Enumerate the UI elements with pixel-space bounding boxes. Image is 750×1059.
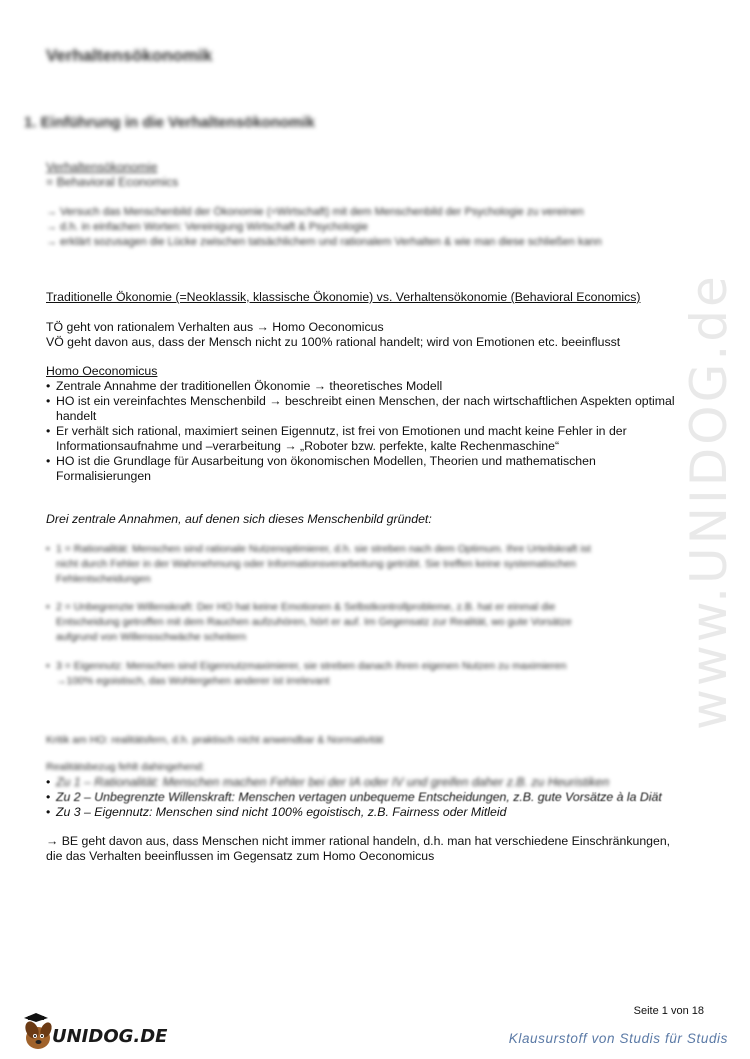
watermark: www.UNIDOG.de xyxy=(680,273,738,730)
assumptions-intro: Drei zentrale Annahmen, auf denen sich dieses Menschenbild gründet: xyxy=(46,512,432,526)
bullet: • xyxy=(46,454,51,468)
bullet: • xyxy=(46,379,51,393)
reality-heading: Realitätsbezug fehlt dahingehend: xyxy=(46,761,205,773)
intro-line: → erklärt sozusagen die Lücke zwischen tatsächlichem und rationalem Verhalten & wie man diese schließen kann xyxy=(46,236,602,248)
homo-heading: Homo Oeconomicus xyxy=(46,364,158,378)
page-number: Seite 1 von 18 xyxy=(633,1005,704,1017)
bullet: • xyxy=(46,394,51,408)
conclusion-line: die das Verhalten beeinflussen im Gegensatz zum Homo Oeconomicus xyxy=(46,849,435,863)
comparison-line: TÖ geht von rationalem Verhalten aus → Homo Oeconomicus xyxy=(46,320,384,334)
section-heading: 1. Einführung in die Verhaltensökonomik xyxy=(24,114,315,131)
intro-synonym: = Behavioral Economics xyxy=(46,175,179,189)
bullet: • xyxy=(46,424,51,438)
critique-line: Kritik am HO: realitätsfern, d.h. praktisch nicht anwendbar & Normativität xyxy=(46,734,384,746)
comparison-line: VÖ geht davon aus, dass der Mensch nicht zu 100% rational handelt; wird von Emotionen etc. beeinflusst xyxy=(46,335,621,349)
intro-line: → d.h. in einfachen Worten: Vereinigung Wirtschaft & Psychologie xyxy=(46,221,369,233)
conclusion-line: → BE geht davon aus, dass Menschen nicht immer rational handeln, d.h. man hat verschiedene Einschränkungen, xyxy=(46,834,671,848)
intro-term: Verhaltensökonomie xyxy=(46,160,158,174)
unidog-logo: UNIDOG.DE xyxy=(20,1012,160,1054)
intro-line: → Versuch das Menschenbild der Ökonomie (=Wirtschaft) mit dem Menschenbild der Psychologie zu vereinen xyxy=(46,206,584,218)
document-title: Verhaltensökonomik xyxy=(46,46,213,65)
comparison-heading: Traditionelle Ökonomie (=Neoklassik, klassische Ökonomie) vs. Verhaltensökonomie (Behavioral Economics) xyxy=(46,290,641,304)
footer-slogan: Klausurstoff von Studis für Studis xyxy=(508,1031,728,1046)
